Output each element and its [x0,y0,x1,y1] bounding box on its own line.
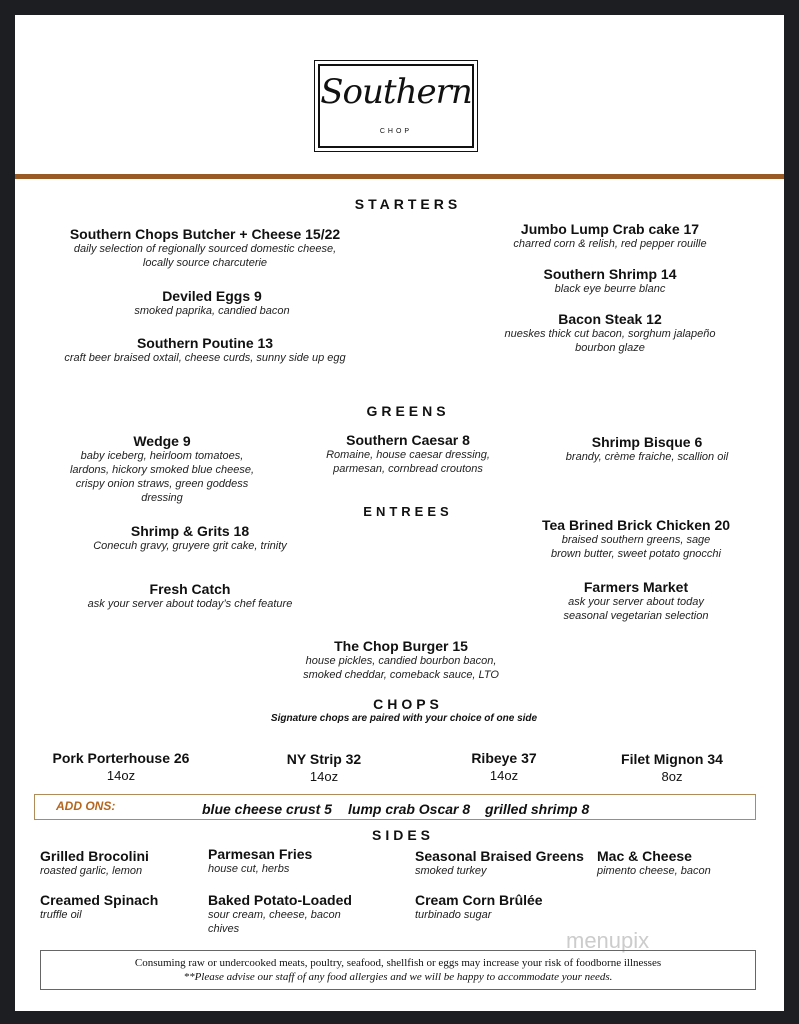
item-desc: brown butter, sweet potato gnocchi [550,548,721,560]
item-desc: brandy, crème fraiche, scallion oil [565,451,729,463]
menu-item [513,221,706,251]
item-desc: chives [208,923,240,935]
item-desc: ask your server about today [568,596,704,608]
item-name: Wedge 9 [133,433,191,449]
chop-item [53,750,190,783]
item-desc: craft beer braised oxtail, cheese curds, sunny side up egg [64,352,346,364]
item-desc: braised southern greens, sage [561,534,711,546]
addon-item: lump crab Oscar 8 [348,801,471,817]
divider-bar [15,174,784,179]
item-desc: smoked cheddar, comeback sauce, LTO [303,669,499,681]
item-name: Deviled Eggs 9 [162,288,262,304]
item-size: 14oz [489,768,519,783]
item-name: Grilled Brocolini [40,848,149,864]
chop-item [287,751,361,784]
menu-item [88,581,293,611]
item-name: Jumbo Lump Crab cake 17 [520,221,700,237]
item-name: Ribeye 37 [471,750,537,766]
addon-item: grilled shrimp 8 [485,801,590,817]
logo [318,64,474,148]
menu-item [93,523,287,553]
item-name: Southern Poutine 13 [136,335,274,351]
menu-item [543,266,676,296]
item-name: Tea Brined Brick Chicken 20 [541,517,731,533]
item-name: Parmesan Fries [208,846,313,862]
item-desc: ask your server about today’s chef feature [87,598,293,610]
disclaimer-line: Consuming raw or undercooked meats, poultry, seafood, shellfish or eggs may increase your risk of foodborne illnesses [134,957,662,969]
item-name: Seasonal Braised Greens [415,848,584,864]
item-name: Southern Shrimp 14 [543,266,677,282]
item-desc: Romaine, house caesar dressing, [326,449,490,461]
item-desc: locally source charcuterie [142,257,268,269]
menu-item [70,433,254,505]
menu-item [542,517,730,561]
item-name: Southern Chops Butcher + Cheese 15/22 [69,226,341,242]
addon-item: blue cheese crust 5 [202,801,332,817]
item-desc: daily selection of regionally sourced domestic cheese, [73,243,337,255]
side-item [40,892,158,922]
menu-item [326,432,490,476]
item-name: Shrimp & Grits 18 [130,523,250,539]
item-desc: seasonal vegetarian selection [563,610,709,622]
item-desc: dressing [141,492,183,504]
item-name: Creamed Spinach [40,892,159,908]
item-desc: nueskes thick cut bacon, sorghum jalapeño [504,328,716,340]
item-desc: parmesan, cornbread croutons [333,463,483,475]
item-desc: bourbon glaze [575,342,645,354]
item-size: 14oz [309,769,339,784]
item-name: Pork Porterhouse 26 [52,750,190,766]
menu-item [566,434,728,464]
item-desc: smoked turkey [415,865,487,877]
item-desc: lardons, hickory smoked blue cheese, [69,464,255,476]
disclaimer-line: **Please advise our staff of any food allergies and we will be happy to accommodate your needs. [183,971,613,983]
logo-sub: CHOP [379,128,413,135]
side-item [40,848,149,878]
item-name: Filet Mignon 34 [621,751,723,767]
item-name: Mac & Cheese [597,848,692,864]
item-name: NY Strip 32 [286,751,362,767]
menu-item [564,579,709,623]
item-name: Bacon Steak 12 [558,311,662,327]
item-desc: smoked paprika, candied bacon [134,305,290,317]
chop-item [471,750,536,783]
side-item [415,892,543,922]
item-name: Cream Corn Brûlée [415,892,543,908]
item-desc: turbinado sugar [415,909,492,921]
item-name: The Chop Burger 15 [334,638,468,654]
side-item [208,846,312,876]
item-desc: truffle oil [40,909,82,921]
starters-heading: STARTERS [354,196,462,212]
side-item [208,892,352,936]
logo-name: Southern [320,72,472,112]
item-name: Fresh Catch [149,581,231,597]
chops-heading: CHOPS [373,696,443,712]
sides-heading: SIDES [371,827,435,843]
disclaimer-box [40,950,756,990]
side-item [597,848,711,878]
menu-item [505,311,716,355]
addons-label: ADD ONS: [56,799,116,813]
item-desc: house cut, herbs [208,863,290,875]
chop-item [621,751,723,784]
item-desc: black eye beurre blanc [554,283,666,295]
item-desc: Conecuh gravy, gruyere grit cake, trinity [93,540,287,552]
item-desc: sour cream, cheese, bacon [208,909,341,921]
chops-subtitle: Signature chops are paired with your choice of one side [270,713,538,724]
item-name: Baked Potato-Loaded [208,892,352,908]
item-desc: pimento cheese, bacon [597,865,711,877]
greens-heading: GREENS [366,403,450,419]
item-desc: baby iceberg, heirloom tomatoes, [80,450,244,462]
menu-item [134,288,289,318]
item-desc: roasted garlic, lemon [40,865,143,877]
item-desc: house pickles, candied bourbon bacon, [305,655,497,667]
side-item [415,848,584,878]
menu-item [64,335,345,365]
item-size: 14oz [106,768,136,783]
watermark: menupix [566,928,650,953]
item-desc: charred corn & relish, red pepper rouille [513,238,707,250]
item-name: Farmers Market [583,579,689,595]
menu-item [70,226,340,270]
item-desc: crispy onion straws, green goddess [75,478,249,490]
item-size: 8oz [661,769,683,784]
menu-item [303,638,499,682]
item-name: Shrimp Bisque 6 [591,434,703,450]
entrees-heading: ENTREES [363,504,453,519]
item-name: Southern Caesar 8 [346,432,470,448]
